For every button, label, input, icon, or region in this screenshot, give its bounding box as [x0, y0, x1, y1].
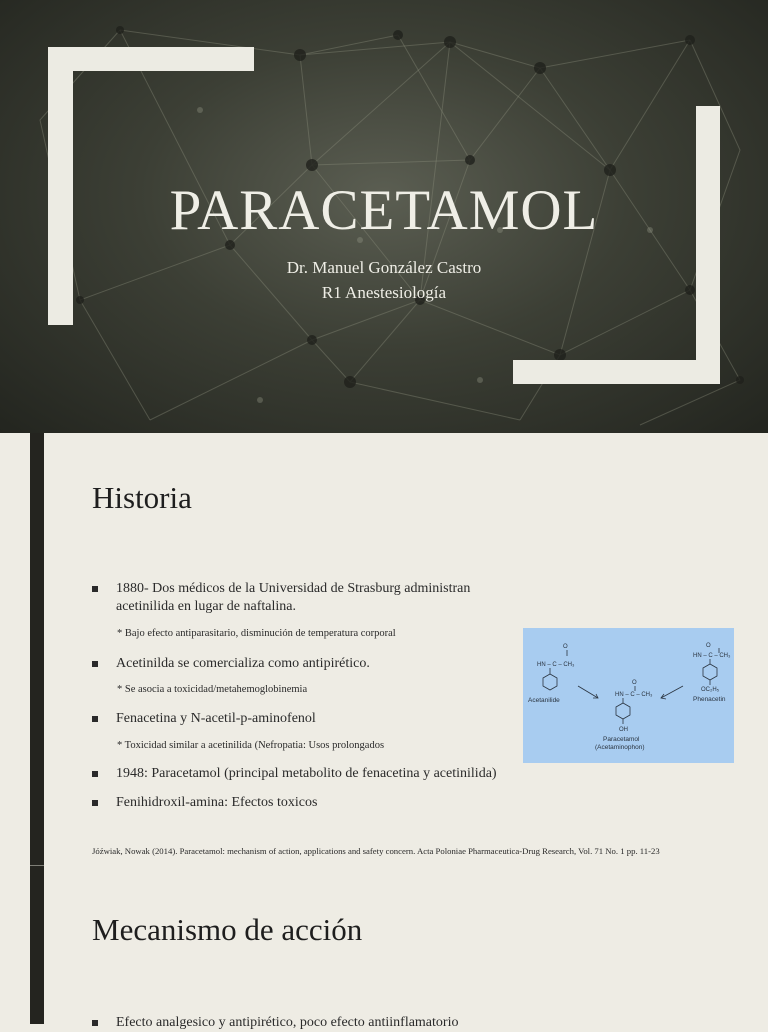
chemical-structures-diagram: [523, 628, 734, 763]
paracetamol-label: Paracetamol: [603, 736, 640, 743]
history-item-text: Fenihidroxil-amina: Efectos toxicos: [116, 795, 318, 810]
bullet-square-icon: [92, 586, 98, 592]
bracket-bottom-right-vertical: [696, 106, 720, 384]
author-role: R1 Anestesiología: [321, 283, 447, 302]
acetanilide-group-label: HN – C – CH₃: [537, 662, 575, 668]
history-item-text: 1880- Dos médicos de la Universidad de Strasburg administran acetinilida en lugar de naftalina.: [116, 581, 471, 614]
acetanilide-label: Acetanilide: [528, 697, 560, 704]
acetaminophon-label: (Acetaminophon): [595, 744, 645, 751]
history-item-text: Fenacetina y N-acetil-p-aminofenol: [116, 711, 316, 726]
bracket-bottom-right-horizontal: [513, 360, 720, 384]
mechanism-item-text: Efecto analgesico y antipirético, poco efecto antiinflamatorio: [116, 1015, 459, 1030]
history-item-2: [92, 655, 512, 673]
reference-citation: Jóźwiak, Nowak (2014). Paracetamol: mechanism of action, applications and safety concern. Acta Poloniae Pharmaceutica-Drug Research, Vol. 71 No. 1 pp. 11-23: [92, 846, 660, 856]
chemistry-figure: [523, 628, 734, 763]
title-slide: [0, 0, 768, 433]
bracket-top-left-horizontal: [48, 47, 254, 71]
phenacetin-group-label: HN – C – CH₃: [693, 653, 731, 659]
bullet-square-icon: [92, 661, 98, 667]
history-item-text: Acetinilda se comercializa como antipirético.: [116, 656, 370, 671]
phenacetin-label: Phenacetin: [693, 696, 726, 703]
history-item-4: [92, 765, 572, 783]
bullet-square-icon: [92, 716, 98, 722]
presentation-title: PARACETAMOL: [169, 179, 599, 242]
author-name: Dr. Manuel González Castro: [286, 258, 482, 277]
atom-o-label: O: [706, 643, 711, 649]
history-item-text: 1948: Paracetamol (principal metabolito de fenacetina y acetinilida): [116, 766, 497, 781]
oh-label: OH: [619, 727, 628, 733]
history-item-5: [92, 794, 512, 812]
paracetamol-group-label: HN – C – CH₃: [615, 692, 653, 698]
atom-o-label: O: [563, 644, 568, 650]
slide-divider: [30, 865, 44, 866]
history-item-3: [92, 710, 512, 728]
left-accent-bar: [30, 433, 44, 1024]
history-heading: Historia: [92, 480, 192, 515]
bullet-square-icon: [92, 800, 98, 806]
mechanism-heading: Mecanismo de acción: [92, 912, 363, 947]
history-note-1: * Bajo efecto antiparasitario, disminución de temperatura corporal: [117, 628, 396, 639]
mechanism-item-1: [92, 1014, 572, 1032]
history-note-3: * Toxicidad similar a acetinilida (Nefropatia: Usos prolongados: [117, 740, 385, 751]
history-item-1: [92, 580, 532, 616]
bullet-square-icon: [92, 771, 98, 777]
bullet-square-icon: [92, 1020, 98, 1026]
atom-o-label: O: [632, 680, 637, 686]
oc2h5-label: OC₂H₅: [701, 687, 720, 693]
history-note-2: * Se asocia a toxicidad/metahemoglobinemia: [117, 684, 308, 695]
